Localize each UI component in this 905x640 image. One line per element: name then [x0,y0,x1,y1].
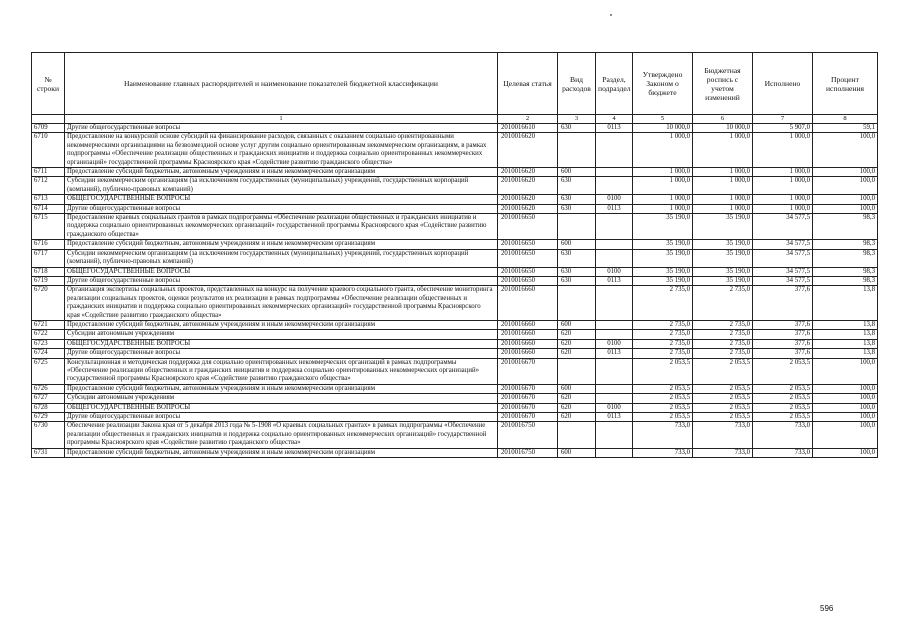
column-number: 2 [498,115,558,124]
budget-amount: 2 053,5 [693,403,753,412]
approved-amount: 35 190,0 [633,267,693,276]
approved-amount: 2 053,5 [633,384,693,393]
executed-amount: 1 000,0 [753,168,813,177]
budget-amount: 35 190,0 [693,249,753,267]
row-name: Обеспечение реализации Закона края от 5 декабря 2013 года № 5-1908 «О краевых социальных грантах» в рамках подпрограммы «Обеспечение реализации общественных и гражданских инициатив и поддержка социально ориентированных некоммерческих организаций» государственной программы Красноярского края «Содействие развитию гражданского общества» [65,422,498,448]
section-code: 0100 [596,267,633,276]
target-article: 2010016610 [498,124,558,133]
section-code: 0100 [596,403,633,412]
section-code [596,133,633,168]
approved-amount: 2 053,5 [633,358,693,384]
expense-type: 620 [558,413,596,422]
approved-amount: 1 000,0 [633,133,693,168]
section-code [596,177,633,195]
row-name: Предоставление на конкурсной основе субсидий на финансирование расходов, связанных с оказанием социально ориентированными некоммерческими организациями на безвозмездной основе услуг другим социально ориентированным некоммерческим организациям, в рамках подпрограммы «Обеспечение реализации общественных и гражданских инициатив и поддержка социально ориентированных некоммерческих организаций» государственной программы Красноярского края «Содействие развитию гражданского общества» [65,133,498,168]
budget-amount: 1 000,0 [693,133,753,168]
execution-percent: 98,3 [813,276,878,285]
budget-amount: 1 000,0 [693,204,753,213]
expense-type: 600 [558,320,596,329]
expense-type: 630 [558,124,596,133]
table-row [32,286,878,321]
execution-percent: 100,0 [813,133,878,168]
target-article: 2010016650 [498,214,558,240]
target-article: 2010016670 [498,413,558,422]
budget-amount: 2 053,5 [693,394,753,403]
table-row [32,214,878,240]
execution-percent: 13,8 [813,330,878,339]
target-article: 2010016670 [498,384,558,393]
budget-amount: 1 000,0 [693,168,753,177]
approved-amount: 2 053,5 [633,413,693,422]
table-row [32,177,878,195]
table-row [32,240,878,249]
target-article: 2010016620 [498,204,558,213]
executed-amount: 5 907,0 [753,124,813,133]
row-name: Субсидии автономным учреждениям [65,394,498,403]
expense-type: 600 [558,168,596,177]
expense-type [558,358,596,384]
execution-percent: 100,0 [813,168,878,177]
table-row [32,124,878,133]
target-article: 2010016660 [498,339,558,348]
approved-amount: 2 735,0 [633,286,693,321]
table-row [32,204,878,213]
target-article: 2010016660 [498,349,558,358]
execution-percent: 100,0 [813,204,878,213]
budget-amount: 35 190,0 [693,276,753,285]
section-code: 0113 [596,204,633,213]
executed-amount: 2 053,5 [753,358,813,384]
table-row [32,195,878,204]
execution-percent: 13,8 [813,286,878,321]
approved-amount: 2 735,0 [633,320,693,329]
section-code [596,249,633,267]
row-name: Другие общегосударственные вопросы [65,276,498,285]
expense-type: 620 [558,403,596,412]
approved-amount: 2 735,0 [633,339,693,348]
row-name: Субсидии некоммерческим организациям (за исключением государственных (муниципальных) учреждений, государственных корпораций (компаний), публично-правовых компаний) [65,177,498,195]
row-number: 6709 [32,124,65,133]
executed-amount: 377,6 [753,339,813,348]
expense-type: 620 [558,349,596,358]
row-number: 6711 [32,168,65,177]
budget-amount: 733,0 [693,448,753,457]
execution-percent: 100,0 [813,358,878,384]
table-row [32,320,878,329]
target-article: 2010016670 [498,394,558,403]
section-code: 0100 [596,195,633,204]
expense-type: 600 [558,448,596,457]
row-number: 6710 [32,133,65,168]
row-number: 6719 [32,276,65,285]
table-row [32,413,878,422]
row-number: 6715 [32,214,65,240]
execution-percent: 59,1 [813,124,878,133]
expense-type: 630 [558,267,596,276]
executed-amount: 34 577,5 [753,267,813,276]
column-number: 1 [65,115,498,124]
row-name: Предоставление субсидий бюджетным, автономным учреждениям и иным некоммерческим организациям [65,320,498,329]
execution-percent: 100,0 [813,422,878,448]
executed-amount: 377,6 [753,349,813,358]
approved-amount: 2 053,5 [633,403,693,412]
budget-amount: 2 735,0 [693,286,753,321]
row-number: 6721 [32,320,65,329]
row-number: 6730 [32,422,65,448]
row-name: Предоставление субсидий бюджетным, автономным учреждениям и иным некоммерческим организациям [65,240,498,249]
row-number: 6717 [32,249,65,267]
execution-percent: 100,0 [813,384,878,393]
table-row [32,422,878,448]
executed-amount: 34 577,5 [753,249,813,267]
column-number: 7 [753,115,813,124]
executed-amount: 377,6 [753,330,813,339]
execution-percent: 100,0 [813,177,878,195]
execution-percent: 100,0 [813,403,878,412]
header-target-article: Целевая статья [498,53,558,115]
executed-amount: 377,6 [753,286,813,321]
execution-percent: 100,0 [813,394,878,403]
row-name: Субсидии некоммерческим организациям (за исключением государственных (муниципальных) учреждений, государственных корпораций (компаний), публично-правовых компаний) [65,249,498,267]
approved-amount: 1 000,0 [633,168,693,177]
table-row [32,168,878,177]
approved-amount: 2 735,0 [633,330,693,339]
budget-amount: 2 735,0 [693,330,753,339]
budget-amount: 1 000,0 [693,177,753,195]
approved-amount: 35 190,0 [633,214,693,240]
expense-type: 600 [558,240,596,249]
section-code [596,240,633,249]
table-row [32,403,878,412]
approved-amount: 2 053,5 [633,394,693,403]
budget-table [31,52,878,458]
row-name: Другие общегосударственные вопросы [65,124,498,133]
budget-amount: 2 735,0 [693,320,753,329]
expense-type [558,133,596,168]
header-executed: Исполнено [753,53,813,115]
table-header [32,53,878,124]
execution-percent: 98,3 [813,214,878,240]
table-row [32,339,878,348]
section-code: 0113 [596,124,633,133]
section-code [596,422,633,448]
column-number: 8 [813,115,878,124]
target-article: 2010016750 [498,448,558,457]
table-row [32,276,878,285]
execution-percent: 98,3 [813,240,878,249]
expense-type: 600 [558,384,596,393]
row-name: Предоставление субсидий бюджетным, автономным учреждениям и иным некоммерческим организациям [65,448,498,457]
executed-amount: 1 000,0 [753,204,813,213]
executed-amount: 2 053,5 [753,403,813,412]
target-article: 2010016620 [498,177,558,195]
table-row [32,448,878,457]
header-section: Раздел, подраздел [596,53,633,115]
row-name: Предоставление субсидий бюджетным, автономным учреждениям и иным некоммерческим организациям [65,168,498,177]
budget-amount: 2 053,5 [693,413,753,422]
header-approved: Утверждено Законом о бюджете [633,53,693,115]
execution-percent: 100,0 [813,448,878,457]
expense-type: 620 [558,394,596,403]
table-row [32,267,878,276]
table-row [32,330,878,339]
target-article: 2010016620 [498,168,558,177]
executed-amount: 34 577,5 [753,276,813,285]
table-row [32,249,878,267]
row-name: Субсидии автономным учреждениям [65,330,498,339]
column-number: 6 [693,115,753,124]
expense-type [558,422,596,448]
row-number: 6725 [32,358,65,384]
section-code: 0113 [596,413,633,422]
executed-amount: 377,6 [753,320,813,329]
executed-amount: 1 000,0 [753,133,813,168]
row-name: Другие общегосударственные вопросы [65,204,498,213]
page-number: 596 [820,604,834,613]
row-number: 6722 [32,330,65,339]
row-name: Консультационная и методическая поддержка для социально ориентированных некоммерческих организаций в рамках подпрограммы «Обеспечение реализации общественных и гражданских инициатив и поддержка социально ориентированных некоммерческих организаций» государственной программы Красноярского края «Содействие развитию гражданского общества» [65,358,498,384]
approved-amount: 1 000,0 [633,195,693,204]
expense-type: 630 [558,177,596,195]
target-article: 2010016670 [498,358,558,384]
table-row [32,394,878,403]
execution-percent: 13,8 [813,339,878,348]
row-number: 6727 [32,394,65,403]
row-name: Другие общегосударственные вопросы [65,413,498,422]
row-number: 6713 [32,195,65,204]
target-article: 2010016620 [498,133,558,168]
row-number: 6723 [32,339,65,348]
section-code: 0113 [596,349,633,358]
execution-percent: 13,8 [813,320,878,329]
section-code [596,168,633,177]
section-code [596,358,633,384]
row-number: 6728 [32,403,65,412]
expense-type: 630 [558,276,596,285]
column-number: 4 [596,115,633,124]
section-code [596,394,633,403]
budget-amount: 2 053,5 [693,384,753,393]
row-name: Другие общегосударственные вопросы [65,349,498,358]
target-article: 2010016650 [498,276,558,285]
section-code [596,214,633,240]
expense-type: 620 [558,330,596,339]
approved-amount: 733,0 [633,422,693,448]
row-name: Предоставление субсидий бюджетным, автономным учреждениям и иным некоммерческим организациям [65,384,498,393]
header-row-number: № строки [32,53,65,115]
target-article: 2010016670 [498,403,558,412]
approved-amount: 1 000,0 [633,204,693,213]
executed-amount: 34 577,5 [753,214,813,240]
execution-percent: 13,8 [813,349,878,358]
expense-type [558,214,596,240]
target-article: 2010016750 [498,422,558,448]
row-number: 6718 [32,267,65,276]
table-row [32,349,878,358]
row-number: 6729 [32,413,65,422]
target-article: 2010016660 [498,320,558,329]
row-name: Предоставление краевых социальных грантов в рамках подпрограммы «Обеспечение реализации общественных и гражданских инициатив и поддержка социально ориентированных некоммерческих организаций» государственной программы Красноярского края «Содействие развитию гражданского общества» [65,214,498,240]
budget-amount: 2 735,0 [693,339,753,348]
executed-amount: 2 053,5 [753,413,813,422]
section-code [596,384,633,393]
approved-amount: 1 000,0 [633,177,693,195]
expense-type: 620 [558,339,596,348]
header-row [32,53,878,115]
row-number: 6726 [32,384,65,393]
target-article: 2010016650 [498,249,558,267]
header-percent: Процент исполнения [813,53,878,115]
budget-amount: 2 735,0 [693,349,753,358]
row-number: 6712 [32,177,65,195]
row-number: 6731 [32,448,65,457]
executed-amount: 733,0 [753,422,813,448]
row-name: ОБЩЕГОСУДАРСТВЕННЫЕ ВОПРОСЫ [65,403,498,412]
approved-amount: 2 735,0 [633,349,693,358]
approved-amount: 35 190,0 [633,276,693,285]
executed-amount: 2 053,5 [753,384,813,393]
scan-speck [610,14,612,16]
section-code [596,330,633,339]
table-row [32,358,878,384]
column-number: 5 [633,115,693,124]
expense-type: 630 [558,195,596,204]
execution-percent: 98,3 [813,249,878,267]
budget-amount: 35 190,0 [693,214,753,240]
budget-amount: 35 190,0 [693,267,753,276]
approved-amount: 35 190,0 [633,240,693,249]
executed-amount: 1 000,0 [753,195,813,204]
section-code: 0113 [596,276,633,285]
section-code: 0100 [596,339,633,348]
table-body [32,124,878,458]
target-article: 2010016620 [498,195,558,204]
section-code [596,286,633,321]
section-code [596,448,633,457]
header-name: Наименование главных распорядителей и наименование показателей бюджетной классификации [65,53,498,115]
budget-amount: 35 190,0 [693,240,753,249]
row-name: Организация экспертизы социальных проектов, представленных на конкурс на получение краевого социального гранта, обеспечение мониторинга реализации социальных проектов, оценки результатов их реализации в рамках подпрограммы «Обеспечение реализации общественных и гражданских инициатив и поддержка социально ориентированных некоммерческих организаций» государственной программы Красноярского края «Содействие развитию гражданского общества» [65,286,498,321]
executed-amount: 2 053,5 [753,394,813,403]
row-number: 6714 [32,204,65,213]
budget-amount: 10 000,0 [693,124,753,133]
target-article: 2010016650 [498,267,558,276]
target-article: 2010016660 [498,286,558,321]
execution-percent: 100,0 [813,195,878,204]
approved-amount: 35 190,0 [633,249,693,267]
approved-amount: 10 000,0 [633,124,693,133]
approved-amount: 733,0 [633,448,693,457]
expense-type: 630 [558,204,596,213]
table-row [32,133,878,168]
target-article: 2010016660 [498,330,558,339]
expense-type: 630 [558,249,596,267]
budget-amount: 2 053,5 [693,358,753,384]
row-number: 6716 [32,240,65,249]
execution-percent: 100,0 [813,413,878,422]
row-name: ОБЩЕГОСУДАРСТВЕННЫЕ ВОПРОСЫ [65,195,498,204]
target-article: 2010016650 [498,240,558,249]
column-number-row [32,115,878,124]
column-number: 3 [558,115,596,124]
executed-amount: 733,0 [753,448,813,457]
budget-amount: 1 000,0 [693,195,753,204]
execution-percent: 98,3 [813,267,878,276]
table-row [32,384,878,393]
expense-type [558,286,596,321]
executed-amount: 1 000,0 [753,177,813,195]
row-name: ОБЩЕГОСУДАРСТВЕННЫЕ ВОПРОСЫ [65,267,498,276]
budget-amount: 733,0 [693,422,753,448]
row-number: 6724 [32,349,65,358]
section-code [596,320,633,329]
row-name: ОБЩЕГОСУДАРСТВЕННЫЕ ВОПРОСЫ [65,339,498,348]
executed-amount: 34 577,5 [753,240,813,249]
header-budget-list: Бюджетная роспись с учетом изменений [693,53,753,115]
header-expense-type: Вид расходов [558,53,596,115]
row-number: 6720 [32,286,65,321]
column-number [32,115,65,124]
